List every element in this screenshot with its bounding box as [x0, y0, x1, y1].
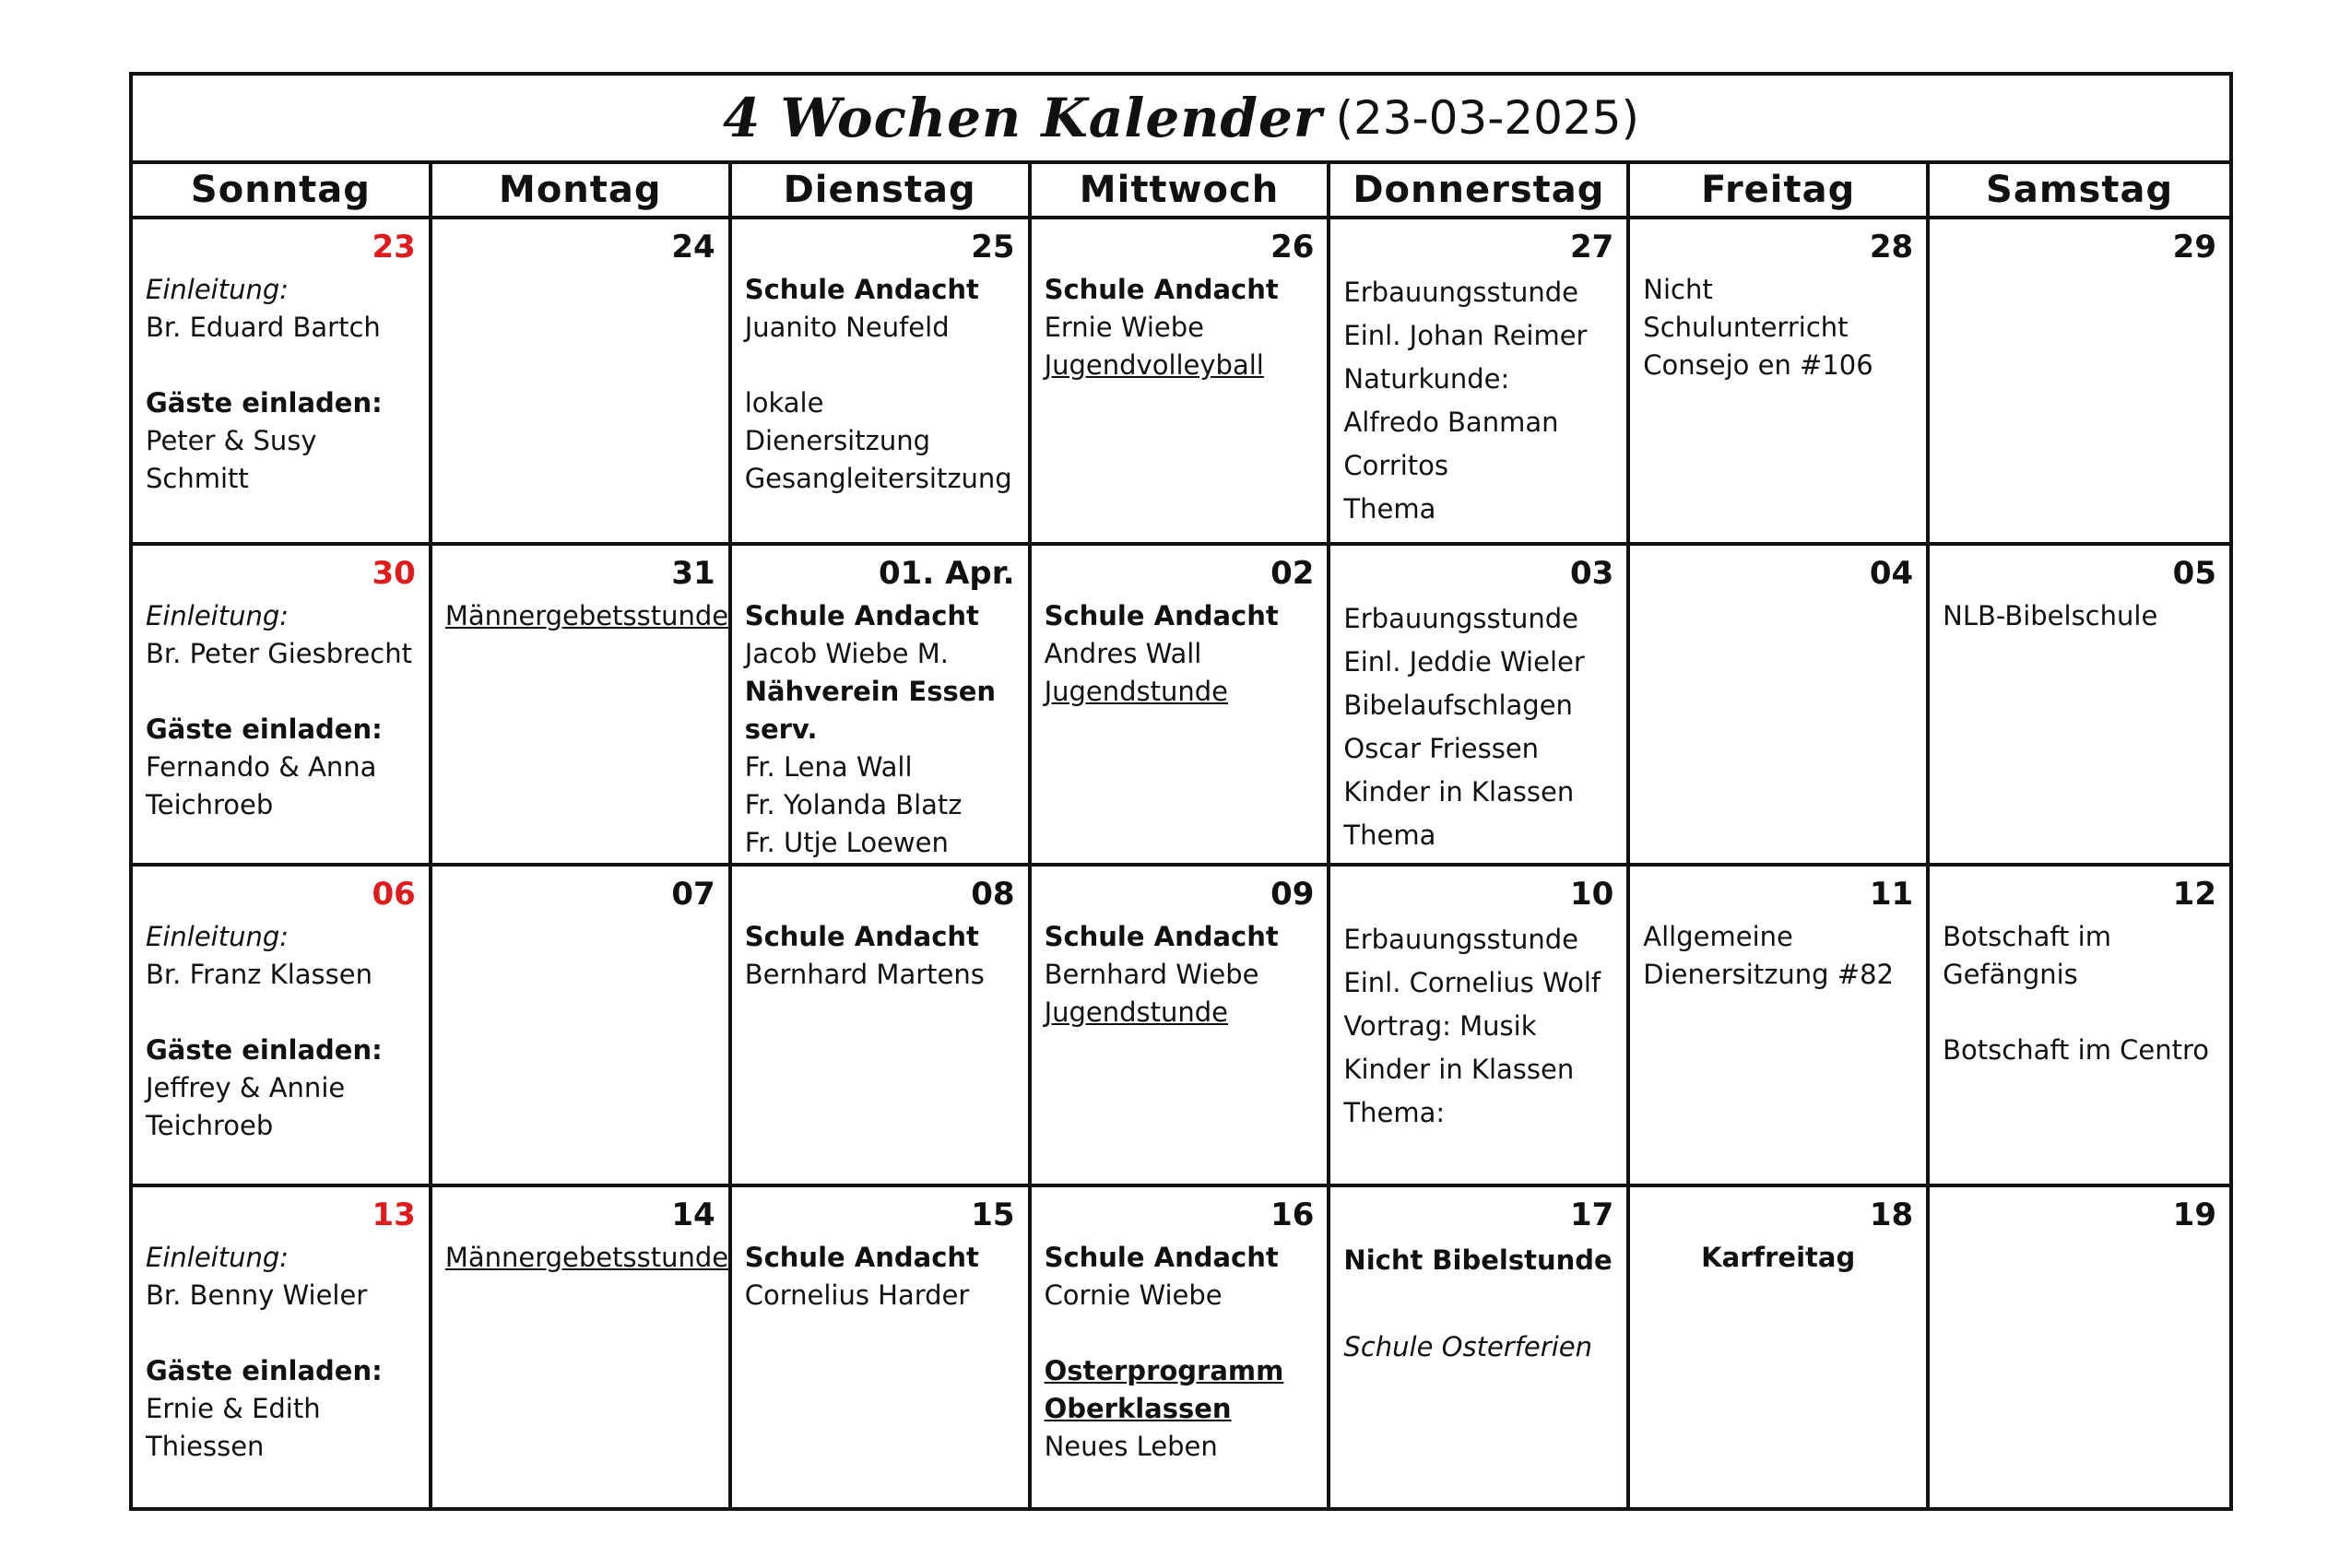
day-cell	[732, 546, 1032, 863]
weekday-header	[133, 164, 2229, 219]
calendar-title	[133, 76, 2229, 164]
weekday-thursday: Donnerstag	[1330, 164, 1630, 216]
day-number: 12	[2172, 876, 2216, 913]
day-number: 13	[372, 1197, 416, 1233]
event-line: Einleitung:	[146, 600, 289, 631]
day-cell	[432, 546, 732, 863]
day-number: 04	[1869, 555, 1914, 592]
event-line: Jeffrey & Annie	[146, 1072, 346, 1103]
event-line: Andres Wall	[1044, 638, 1202, 669]
day-number: 28	[1869, 229, 1914, 265]
event-line: Botschaft im Centro	[1943, 1034, 2210, 1066]
day-number: 11	[1869, 876, 1914, 913]
event-line: Neues Leben	[1044, 1431, 1218, 1462]
event-line: Gefängnis	[1943, 959, 2078, 990]
event-line: Schule Andacht	[744, 921, 979, 952]
day-cell	[1032, 1187, 1331, 1507]
event-line: Cornie Wiebe	[1044, 1279, 1223, 1311]
event-line	[1343, 1282, 1613, 1326]
day-cell	[1630, 546, 1930, 863]
day-number: 27	[1569, 229, 1614, 265]
event-line: Schule Andacht	[1044, 921, 1279, 952]
event-line: Gäste einladen:	[146, 387, 383, 419]
day-cell	[1330, 1187, 1630, 1507]
event-line: Jacob Wiebe M.	[744, 638, 949, 669]
event-line: Allgemeine	[1643, 921, 1793, 952]
event-line	[146, 994, 416, 1032]
day-cell	[1330, 219, 1630, 542]
day-cell	[1330, 546, 1630, 863]
day-cell	[1930, 546, 2229, 863]
event-line: Thema	[1343, 819, 1436, 851]
day-number: 05	[2172, 555, 2216, 592]
day-cell	[133, 867, 432, 1184]
event-line: Fr. Yolanda Blatz	[744, 789, 963, 820]
event-line: Gäste einladen:	[146, 713, 383, 745]
event-line: Kinder in Klassen	[1343, 776, 1575, 808]
day-cell	[1930, 867, 2229, 1184]
day-cell	[1630, 1187, 1930, 1507]
event-line: Erbauungsstunde	[1343, 277, 1578, 308]
event-line: Gäste einladen:	[146, 1034, 383, 1066]
event-line: Br. Peter Giesbrecht	[146, 638, 412, 669]
event-line: Br. Benny Wieler	[146, 1279, 368, 1311]
event-line: Schule Andacht	[744, 600, 979, 631]
event-line: Einleitung:	[146, 1242, 289, 1273]
event-line: Corritos	[1343, 450, 1449, 481]
day-number: 01. Apr.	[879, 555, 1015, 592]
event-line: Einl. Johan Reimer	[1343, 320, 1588, 351]
event-line: Karfreitag	[1701, 1242, 1856, 1273]
day-cell	[1630, 867, 1930, 1184]
event-line: Männergebetsstunde	[444, 1242, 729, 1273]
day-cell	[133, 1187, 432, 1507]
event-line: Schule Andacht	[744, 274, 979, 305]
event-line: Cornelius Harder	[744, 1279, 970, 1311]
day-cell	[1330, 867, 1630, 1184]
day-number: 09	[1270, 876, 1315, 913]
day-number: 15	[971, 1197, 1015, 1233]
title-text: 4 Wochen Kalender	[722, 87, 1323, 149]
day-number: 08	[971, 876, 1015, 913]
event-line: Fr. Utje Loewen	[744, 827, 949, 858]
day-number: 18	[1869, 1197, 1914, 1233]
day-cell	[1032, 546, 1331, 863]
day-cell	[133, 219, 432, 542]
event-line: Ernie & Edith	[146, 1393, 321, 1424]
event-line: Nähverein Essen serv.	[744, 676, 1006, 745]
event-line: Dienersitzung #82	[1643, 959, 1895, 990]
event-line	[146, 673, 416, 711]
event-line	[745, 862, 1015, 863]
day-number: 14	[671, 1197, 715, 1233]
day-number: 19	[2172, 1197, 2216, 1233]
day-number: 24	[671, 229, 715, 265]
day-number: 17	[1569, 1197, 1614, 1233]
day-number: 29	[2172, 229, 2216, 265]
week-row	[133, 1187, 2229, 1507]
day-number: 25	[971, 229, 1015, 265]
event-line	[146, 347, 416, 384]
day-cell	[732, 1187, 1032, 1507]
event-line: Jugendstunde	[1044, 996, 1229, 1028]
day-cell	[732, 219, 1032, 542]
event-line: Nicht	[1643, 274, 1713, 305]
event-line: Botschaft im	[1943, 921, 2111, 952]
event-line: Fernando & Anna	[146, 751, 377, 783]
event-line: Schule Andacht	[1044, 1242, 1279, 1273]
day-cell	[1930, 1187, 2229, 1507]
day-number: 31	[671, 555, 715, 592]
event-line: Gesangleitersitzung	[744, 463, 1012, 494]
weekday-wednesday: Mittwoch	[1032, 164, 1331, 216]
event-line: Schule Andacht	[744, 1242, 979, 1273]
event-line: Nicht Bibelstunde	[1343, 1244, 1613, 1276]
event-line: Schule Osterferien	[1343, 1331, 1592, 1362]
event-line	[745, 347, 1015, 384]
event-line: Naturkunde:	[1343, 363, 1510, 395]
event-line: Kinder in Klassen	[1343, 1054, 1575, 1085]
day-cell	[732, 867, 1032, 1184]
event-line: Schule Andacht	[1044, 274, 1279, 305]
week-row	[133, 219, 2229, 546]
day-number: 10	[1569, 876, 1614, 913]
event-line: Erbauungsstunde	[1343, 603, 1578, 634]
week-row	[133, 546, 2229, 867]
event-line: Einleitung:	[146, 921, 289, 952]
event-line: Vortrag: Musik	[1343, 1010, 1537, 1042]
event-line: lokale Dienersitzung	[744, 387, 931, 456]
event-line: Bibelaufschlagen	[1343, 690, 1573, 721]
day-number: 07	[671, 876, 715, 913]
day-cell	[1630, 219, 1930, 542]
calendar	[129, 72, 2233, 1511]
event-line: Fr. Lena Wall	[744, 751, 913, 783]
event-line: Teichroeb	[146, 789, 274, 820]
event-line: NLB-Bibelschule	[1943, 600, 2158, 631]
event-line: Bernhard Martens	[744, 959, 985, 990]
event-line: Ernie Wiebe	[1044, 312, 1204, 343]
weekday-monday: Montag	[432, 164, 732, 216]
week-row	[133, 867, 2229, 1187]
event-line: Consejo en #106	[1643, 349, 1873, 381]
weekday-sunday: Sonntag	[133, 164, 432, 216]
event-line: Schulunterricht	[1643, 312, 1849, 343]
event-line: Einleitung:	[146, 274, 289, 305]
event-line: Jugendvolleyball	[1044, 349, 1264, 381]
event-line	[1045, 1315, 1315, 1352]
event-line: Br. Franz Klassen	[146, 959, 372, 990]
event-line: Teichroeb	[146, 1110, 274, 1141]
event-line: Juanito Neufeld	[744, 312, 950, 343]
event-line: Jugendstunde	[1044, 676, 1229, 707]
event-line: Männergebetsstunde	[444, 600, 729, 631]
event-line: Schule Andacht	[1044, 600, 1279, 631]
day-number: 06	[372, 876, 416, 913]
day-number: 03	[1569, 555, 1614, 592]
weekday-tuesday: Dienstag	[732, 164, 1032, 216]
day-number: 26	[1270, 229, 1315, 265]
event-line	[146, 1315, 416, 1352]
event-line: Erbauungsstunde	[1343, 924, 1578, 955]
event-line: Oberklassen	[1044, 1393, 1232, 1424]
event-line: Einl. Jeddie Wieler	[1343, 646, 1585, 678]
day-number: 30	[372, 555, 416, 592]
day-cell	[133, 546, 432, 863]
event-line: Gäste einladen:	[146, 1355, 383, 1386]
event-line: Einl. Cornelius Wolf	[1343, 967, 1601, 998]
day-cell	[1032, 219, 1331, 542]
event-line: Thema:	[1343, 1097, 1446, 1128]
day-cell	[432, 1187, 732, 1507]
weekday-friday: Freitag	[1630, 164, 1930, 216]
event-line: Br. Eduard Bartch	[146, 312, 381, 343]
event-line	[1943, 994, 2216, 1032]
event-line: Peter & Susy Schmitt	[146, 425, 325, 494]
title-date: (23-03-2025)	[1335, 91, 1640, 145]
day-number: 16	[1270, 1197, 1315, 1233]
event-line: Osterprogramm	[1044, 1355, 1284, 1386]
event-line: Thiessen	[146, 1431, 265, 1462]
day-cell	[1930, 219, 2229, 542]
day-cell	[1032, 867, 1331, 1184]
event-line: Bernhard Wiebe	[1044, 959, 1259, 990]
day-number: 23	[372, 229, 416, 265]
event-line: Alfredo Banman	[1343, 407, 1559, 438]
weekday-saturday: Samstag	[1986, 169, 2174, 211]
day-cell	[432, 867, 732, 1184]
event-line: Thema	[1343, 493, 1436, 525]
day-number: 02	[1270, 555, 1315, 592]
day-cell	[432, 219, 732, 542]
event-line: Oscar Friessen	[1343, 733, 1540, 764]
